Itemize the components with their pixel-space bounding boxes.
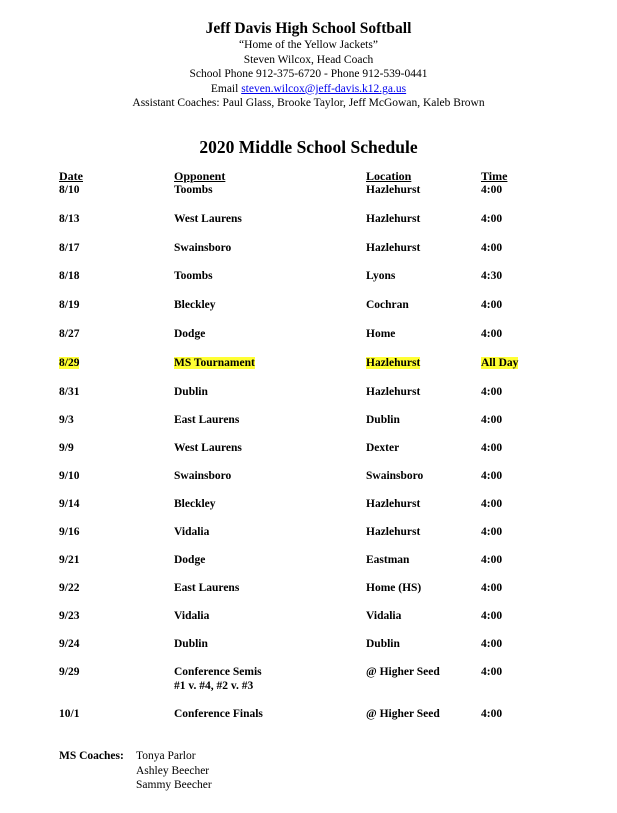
- schedule-date: [59, 441, 74, 455]
- schedule-opponent: [174, 241, 231, 255]
- schedule-title: 2020 Middle School Schedule: [199, 137, 418, 157]
- schedule-location: [366, 241, 420, 255]
- schedule-opponent-text: Vidalia: [174, 526, 210, 538]
- schedule-opponent-text: Dodge: [174, 328, 206, 340]
- schedule-location-text: Hazlehurst: [366, 213, 421, 225]
- schedule-time: [481, 413, 502, 427]
- schedule-location: [366, 413, 400, 427]
- schedule-location-text: Dexter: [366, 442, 400, 454]
- schedule-time-text: 4:30: [481, 270, 503, 282]
- schedule-opponent-text: Toombs: [174, 270, 213, 282]
- schedule-location: [366, 183, 420, 197]
- schedule-location-text: Eastman: [366, 554, 410, 566]
- schedule-time: [481, 525, 502, 539]
- schedule-date-text: 9/21: [59, 554, 80, 566]
- schedule-opponent-text: Bleckley: [174, 498, 216, 510]
- schedule-time-text: All Day: [481, 357, 519, 369]
- schedule-time-text: 4:00: [481, 328, 503, 340]
- schedule-time: [481, 469, 502, 483]
- schedule-location: [366, 212, 420, 226]
- schedule-date-text: 8/18: [59, 270, 80, 282]
- schedule-opponent: [174, 553, 205, 567]
- schedule-opponent-text: East Laurens: [174, 414, 240, 426]
- schedule-location: [366, 469, 423, 483]
- schedule-location: [366, 665, 440, 679]
- schedule-time-text: 4:00: [481, 386, 503, 398]
- schedule-date: [59, 525, 79, 539]
- schedule-opponent: [174, 665, 262, 693]
- schedule-location-text: Hazlehurst: [366, 184, 421, 196]
- motto: “Home of the Yellow Jackets”: [239, 39, 378, 51]
- schedule-time: [481, 665, 502, 679]
- schedule-opponent: [174, 356, 255, 370]
- schedule-date-text: 9/29: [59, 666, 80, 678]
- schedule-date: [59, 327, 79, 341]
- schedule-time-text: 4:00: [481, 414, 503, 426]
- schedule-date: [59, 665, 79, 679]
- schedule-time-text: 4:00: [481, 213, 503, 225]
- phone-numbers: School Phone 912-375-6720 - Phone 912-539-0441: [189, 68, 428, 81]
- schedule-time-text: 4:00: [481, 498, 503, 510]
- schedule-opponent: [174, 707, 263, 721]
- schedule-time: [481, 183, 502, 197]
- school-name: Jeff Davis High School Softball: [205, 20, 412, 37]
- schedule-location: [366, 553, 409, 567]
- schedule-location-text: Home: [366, 328, 396, 340]
- schedule-time-text: 4:00: [481, 554, 503, 566]
- schedule-date-text: 8/17: [59, 242, 80, 254]
- schedule-location: [366, 609, 401, 623]
- ms-coach-name: Tonya Parlor: [136, 750, 196, 762]
- schedule-location-text: Hazlehurst: [366, 386, 421, 398]
- ms-coaches-label: MS Coaches:: [59, 750, 124, 762]
- head-coach: Steven Wilcox, Head Coach: [243, 53, 374, 66]
- schedule-time: [481, 269, 502, 283]
- schedule-date-text: 8/10: [59, 184, 80, 196]
- schedule-location-text: Hazlehurst: [366, 242, 421, 254]
- email-link[interactable]: steven.wilcox@jeff-davis.k12.ga.us: [241, 82, 407, 95]
- schedule-opponent: [174, 581, 239, 595]
- column-header-opponent: Opponent: [174, 169, 226, 183]
- schedule-time-text: 4:00: [481, 708, 503, 720]
- schedule-time: [481, 356, 518, 370]
- schedule-location: [366, 525, 420, 539]
- schedule-opponent: [174, 469, 231, 483]
- schedule-opponent: [174, 497, 216, 511]
- schedule-opponent-text: West Laurens: [174, 442, 242, 454]
- schedule-time-text: 4:00: [481, 638, 503, 650]
- schedule-date: [59, 707, 79, 721]
- email-label: Email: [210, 82, 242, 95]
- schedule-opponent: [174, 441, 242, 455]
- schedule-date: [59, 609, 79, 623]
- schedule-opponent-text: Swainsboro: [174, 242, 232, 254]
- schedule-location: [366, 637, 400, 651]
- schedule-date: [59, 269, 79, 283]
- column-header-time: Time: [481, 169, 508, 183]
- schedule-date: [59, 553, 79, 567]
- schedule-time: [481, 241, 502, 255]
- email-line: [0, 82, 617, 97]
- schedule-opponent: [174, 269, 213, 283]
- schedule-location-text: @ Higher Seed: [366, 708, 440, 720]
- schedule-location-text: Cochran: [366, 299, 409, 311]
- schedule-opponent-text: Dublin: [174, 638, 208, 650]
- schedule-opponent: [174, 327, 205, 341]
- schedule-location-text: Hazlehurst: [366, 357, 421, 369]
- schedule-date: [59, 469, 79, 483]
- schedule-date-text: 8/27: [59, 328, 80, 340]
- schedule-date-text: 8/19: [59, 299, 80, 311]
- schedule-date-text: 10/1: [59, 708, 80, 720]
- schedule-opponent-text: Conference Semis: [174, 666, 262, 678]
- schedule-location-text: Dublin: [366, 414, 400, 426]
- schedule-location-text: @ Higher Seed: [366, 666, 440, 678]
- schedule-time: [481, 581, 502, 595]
- schedule-opponent: [174, 212, 242, 226]
- schedule-location: [366, 298, 409, 312]
- schedule-time-text: 4:00: [481, 582, 503, 594]
- schedule-opponent-text: East Laurens: [174, 582, 240, 594]
- schedule-time: [481, 298, 502, 312]
- schedule-time: [481, 637, 502, 651]
- schedule-location-text: Lyons: [366, 270, 396, 282]
- schedule-date-text: 9/16: [59, 526, 80, 538]
- schedule-location: [366, 269, 395, 283]
- schedule-time-text: 4:00: [481, 666, 503, 678]
- schedule-location-text: Hazlehurst: [366, 526, 421, 538]
- schedule-date: [59, 581, 79, 595]
- schedule-date-text: 9/3: [59, 414, 74, 426]
- schedule-location: [366, 327, 395, 341]
- schedule-date: [59, 637, 79, 651]
- schedule-time: [481, 553, 502, 567]
- schedule-date-text: 8/13: [59, 213, 80, 225]
- schedule-time-text: 4:00: [481, 184, 503, 196]
- schedule-time-text: 4:00: [481, 470, 503, 482]
- schedule-opponent-text: Dodge: [174, 554, 206, 566]
- schedule-date-text: 8/29: [59, 357, 80, 369]
- schedule-date: [59, 183, 79, 197]
- schedule-date: [59, 413, 74, 427]
- schedule-location: [366, 385, 420, 399]
- schedule-opponent: [174, 413, 239, 427]
- schedule-location: [366, 356, 420, 370]
- schedule-opponent: [174, 298, 216, 312]
- schedule-opponent-note: #1 v. #4, #2 v. #3: [174, 680, 254, 692]
- schedule-time-text: 4:00: [481, 299, 503, 311]
- schedule-opponent: [174, 637, 208, 651]
- schedule-time-text: 4:00: [481, 526, 503, 538]
- schedule-opponent-text: Dublin: [174, 386, 208, 398]
- schedule-time: [481, 609, 502, 623]
- schedule-time-text: 4:00: [481, 242, 503, 254]
- schedule-location-text: Hazlehurst: [366, 498, 421, 510]
- schedule-date-text: 9/10: [59, 470, 80, 482]
- column-header-location: Location: [366, 169, 412, 183]
- schedule-date-text: 9/9: [59, 442, 74, 454]
- schedule-location: [366, 707, 440, 721]
- schedule-time-text: 4:00: [481, 610, 503, 622]
- schedule-location-text: Dublin: [366, 638, 400, 650]
- schedule-opponent-text: West Laurens: [174, 213, 242, 225]
- ms-coach-name: Sammy Beecher: [136, 779, 212, 791]
- schedule-location: [366, 497, 420, 511]
- schedule-location-text: Vidalia: [366, 610, 402, 622]
- schedule-location-text: Swainsboro: [366, 470, 424, 482]
- schedule-opponent-text: Swainsboro: [174, 470, 232, 482]
- schedule-time: [481, 385, 502, 399]
- assistant-coaches: Assistant Coaches: Paul Glass, Brooke Taylor, Jeff McGowan, Kaleb Brown: [132, 97, 485, 110]
- schedule-location-text: Home (HS): [366, 582, 422, 594]
- schedule-location: [366, 581, 421, 595]
- schedule-time: [481, 707, 502, 721]
- schedule-opponent: [174, 385, 208, 399]
- schedule-date-text: 9/24: [59, 638, 80, 650]
- schedule-opponent-text: Conference Finals: [174, 708, 263, 720]
- schedule-date: [59, 241, 79, 255]
- column-header-date: Date: [59, 169, 83, 183]
- schedule-time: [481, 441, 502, 455]
- schedule-date-text: 9/14: [59, 498, 80, 510]
- schedule-date-text: 8/31: [59, 386, 80, 398]
- schedule-opponent-text: Toombs: [174, 184, 213, 196]
- schedule-date: [59, 385, 79, 399]
- schedule-date: [59, 497, 79, 511]
- schedule-location: [366, 441, 399, 455]
- schedule-date: [59, 356, 79, 370]
- schedule-time-text: 4:00: [481, 442, 503, 454]
- schedule-time: [481, 327, 502, 341]
- schedule-date: [59, 212, 79, 226]
- schedule-opponent: [174, 183, 213, 197]
- schedule-time: [481, 497, 502, 511]
- schedule-date-text: 9/22: [59, 582, 80, 594]
- ms-coach-name: Ashley Beecher: [136, 765, 210, 777]
- schedule-opponent: [174, 609, 209, 623]
- schedule-opponent-text: Bleckley: [174, 299, 216, 311]
- schedule-opponent-text: MS Tournament: [174, 357, 255, 369]
- schedule-date: [59, 298, 79, 312]
- schedule-time: [481, 212, 502, 226]
- schedule-date-text: 9/23: [59, 610, 80, 622]
- schedule-opponent: [174, 525, 209, 539]
- schedule-opponent-text: Vidalia: [174, 610, 210, 622]
- letterhead: [0, 20, 617, 111]
